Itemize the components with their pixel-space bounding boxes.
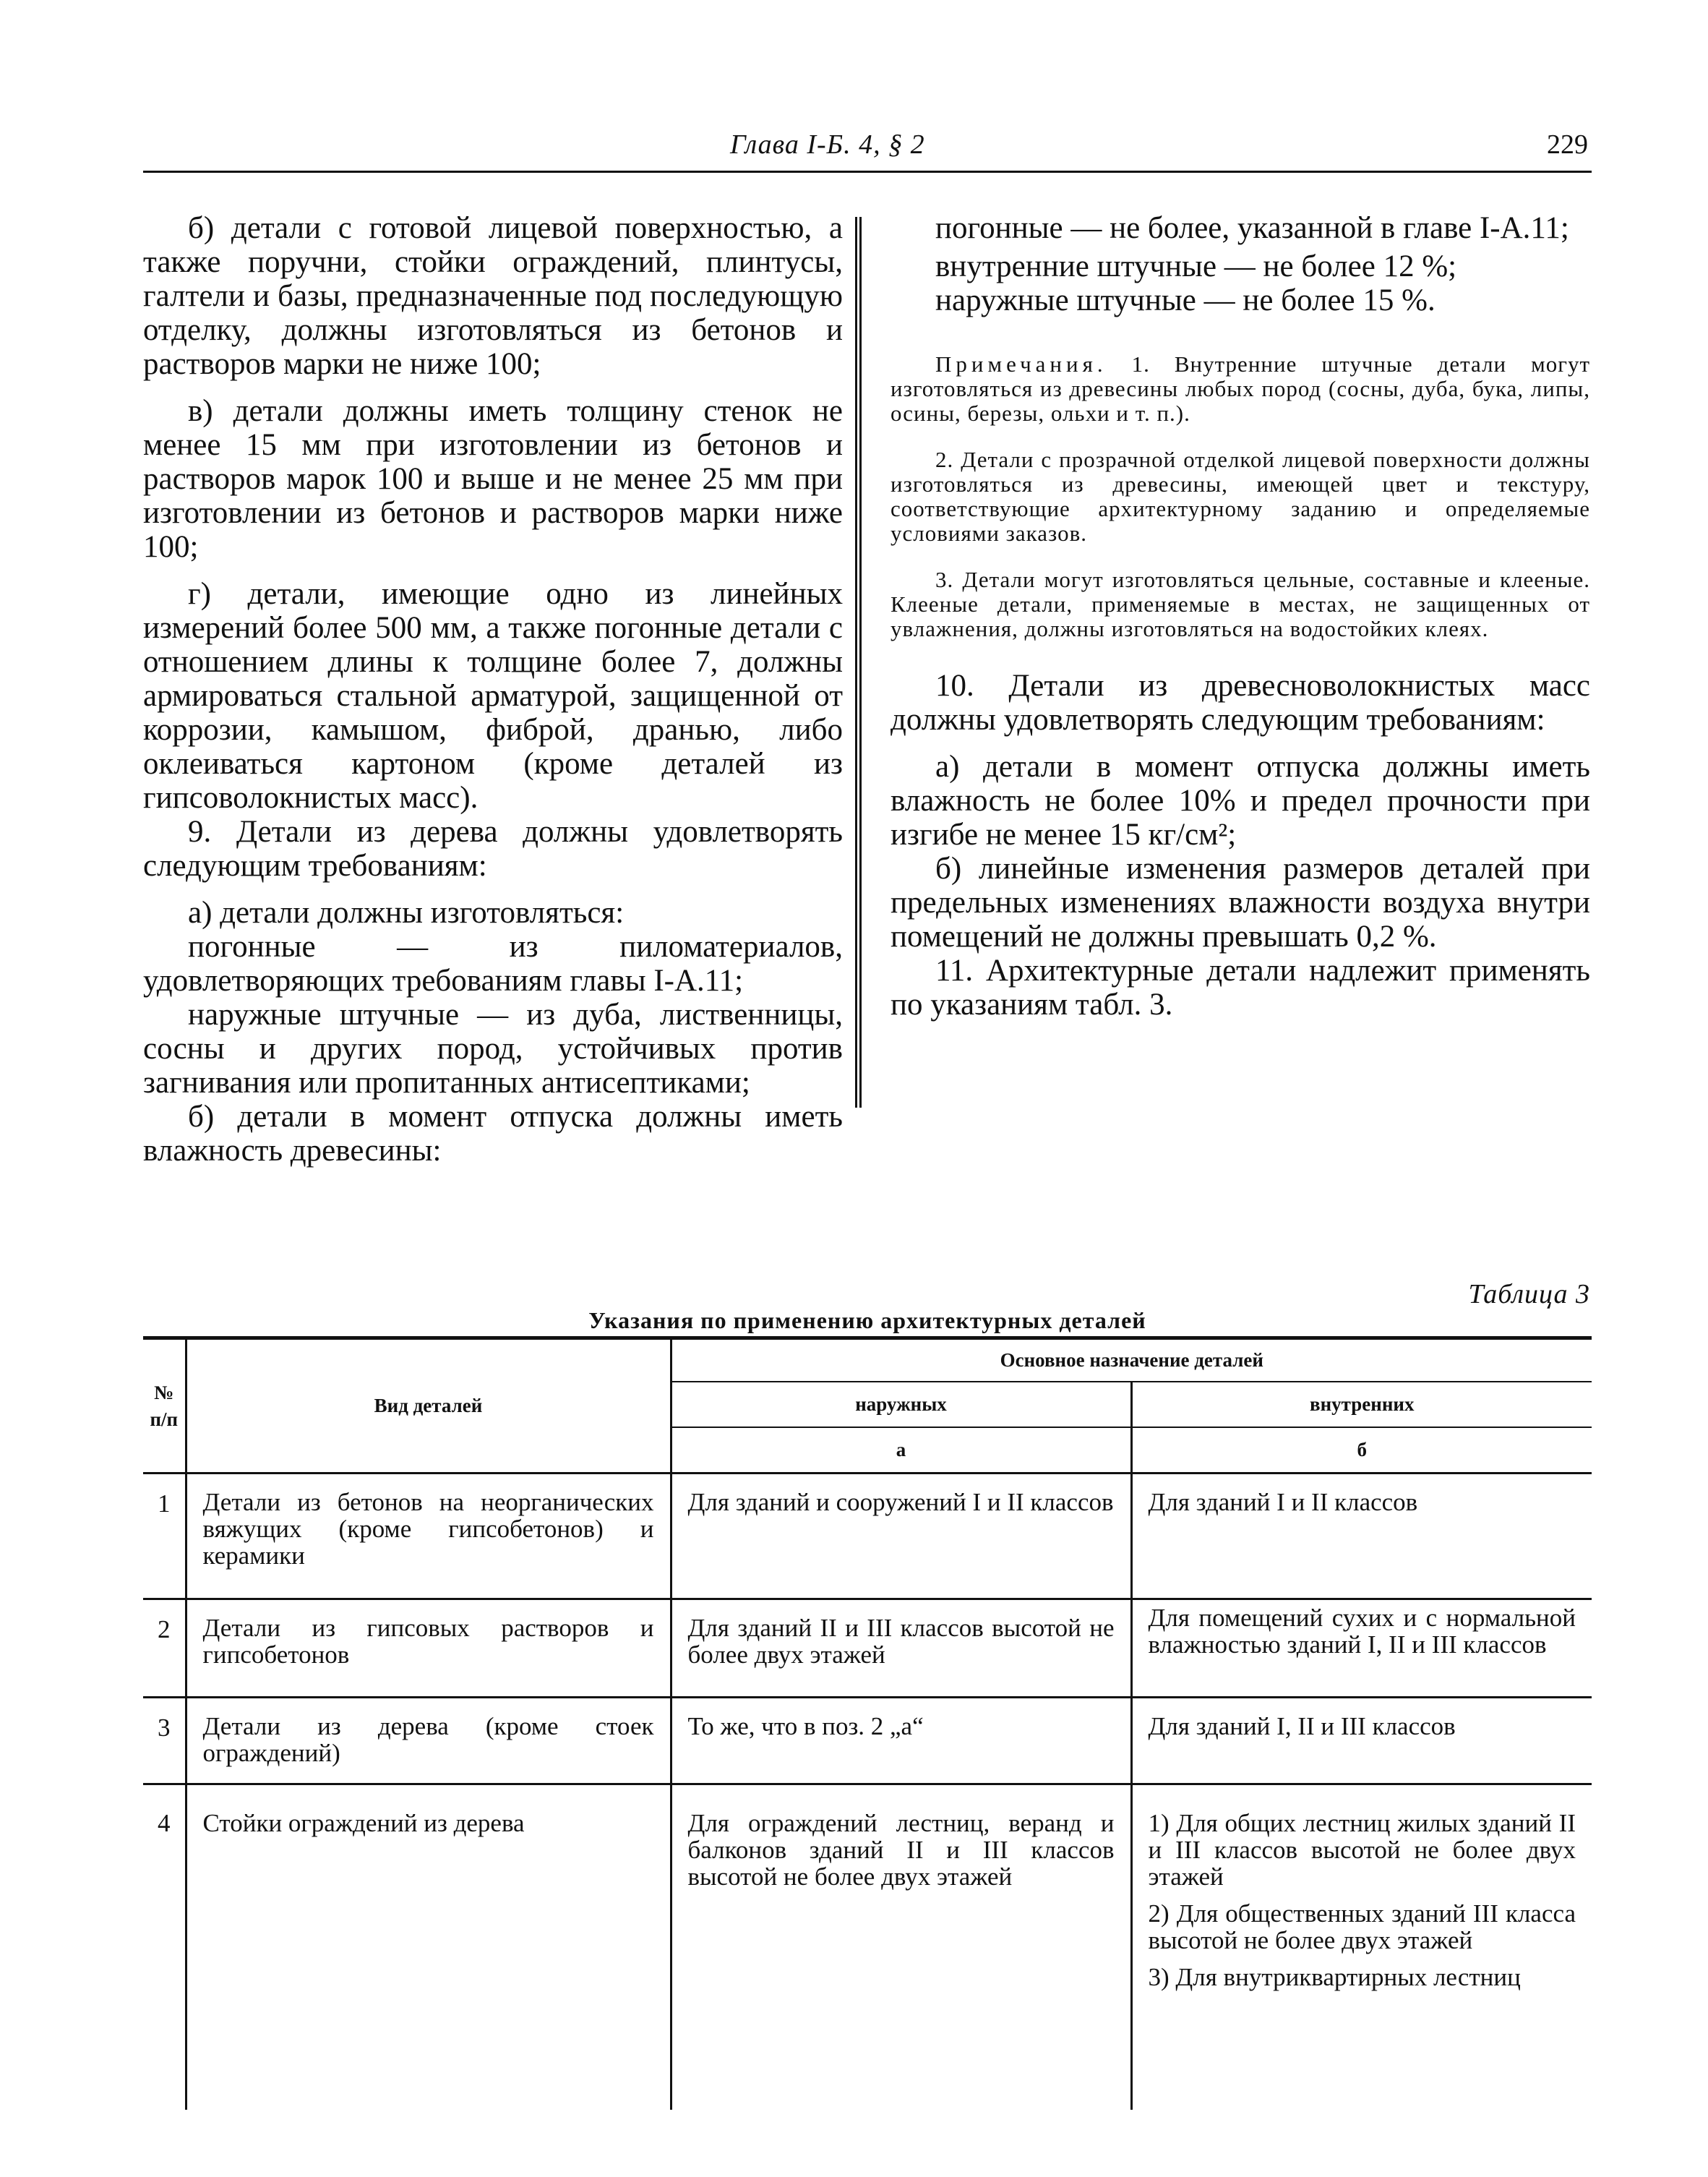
paragraph: а) детали в момент отпуска должны иметь влажность не более 10% и предел прочности при изгибе не менее 15 кг/см²; xyxy=(891,750,1590,852)
architectural-details-table xyxy=(143,1336,1592,2110)
paragraph: 10. Детали из древесноволокнистых масс должны удовлетворять следующим требованиям: xyxy=(891,669,1590,737)
note-text: 1. Внутренние штучные детали могут изготовляться из древесины любых пород (сосны, дуба, бука, липы, осины, березы, ольхи и т. п.). xyxy=(891,351,1591,426)
header-num: № п/п xyxy=(150,1381,179,1430)
header-inner-letter: б xyxy=(1131,1427,1592,1474)
header-inner: внутренних xyxy=(1131,1382,1592,1427)
paragraph: в) детали должны иметь толщину стенок не менее 15 мм при изготовлении из бетонов и растворов марок 100 и выше и не менее 25 мм при изготовлении из бетонов и растворов марки ниже 100; xyxy=(143,394,843,564)
paragraph: 11. Архитектурные детали надлежит применять по указаниям табл. 3. xyxy=(891,954,1590,1022)
paragraph: б) детали в момент отпуска должны иметь влажность древесины: xyxy=(143,1100,843,1168)
paragraph: наружные штучные — не более 15 %. xyxy=(935,283,1436,317)
table-title: Указания по применению архитектурных деталей xyxy=(588,1307,1146,1333)
header-purpose: Основное назначение деталей xyxy=(671,1338,1592,1382)
paragraph: погонные — из пиломатериалов, удовлетворяющих требованиям главы I-А.11; xyxy=(143,930,843,998)
row-inner-text: 3) Для внутриквартирных лестниц xyxy=(1148,1963,1521,1991)
row-type: Детали из бетонов на неорганических вяжущих (кроме гипсобетонов) и керамики xyxy=(186,1474,671,1599)
page-number: 229 xyxy=(1547,129,1588,160)
paragraph: погонные — не более, указанной в главе I-А.11; xyxy=(935,211,1569,245)
row-num: 2 xyxy=(158,1615,171,1643)
paragraph: а) детали должны изготовляться: xyxy=(188,896,625,930)
row-num: 3 xyxy=(158,1714,171,1742)
paragraph: б) детали с готовой лицевой поверхностью, а также поручни, стойки ограждений, плинтусы, галтели и базы, предназначенные под последующую отделку, должны изготовляться из бетонов и растворов марки не ниже 100; xyxy=(143,211,843,381)
column-divider xyxy=(855,217,862,1108)
row-inner xyxy=(1131,1474,1592,1599)
row-num: 4 xyxy=(158,1809,171,1837)
table-row xyxy=(143,1784,1592,2110)
row-inner xyxy=(1131,1698,1592,1784)
table-label: Таблица 3 xyxy=(1468,1279,1590,1309)
paragraph: б) линейные изменения размеров деталей при предельных изменениях влажности воздуха внутри помещений не должны превышать 0,2 %. xyxy=(891,852,1590,954)
paragraph: 9. Детали из дерева должны удовлетворять следующим требованиям: xyxy=(143,815,843,883)
header-outer: наружных xyxy=(671,1382,1131,1427)
row-inner-text: Для помещений сухих и с нормальной влажностью зданий I, II и III классов xyxy=(1148,1604,1576,1659)
row-inner-text: Для зданий I и II классов xyxy=(1148,1488,1418,1516)
row-type: Стойки ограждений из дерева xyxy=(186,1784,671,2110)
row-inner-text: 2) Для общественных зданий III класса высотой не более двух этажей xyxy=(1148,1899,1576,1954)
paragraph: наружные штучные — из дуба, лиственницы, сосны и других пород, устойчивых против загнивания или пропитанных антисептиками; xyxy=(143,998,843,1100)
header-rule xyxy=(143,171,1592,173)
paragraph: г) детали, имеющие одно из линейных измерений более 500 мм, а также погонные детали с отношением длины к толщине более 7, должны армироваться стальной арматурой, защищенной от коррозии, камышом, фиброй, дранью, либо оклеиваться картоном (кроме деталей из гипсоволокнистых масс). xyxy=(143,577,843,815)
row-inner xyxy=(1131,1599,1592,1698)
table-row xyxy=(143,1474,1592,1599)
table-row xyxy=(143,1698,1592,1784)
row-inner-text: Для зданий I, II и III классов xyxy=(1148,1712,1456,1740)
note-text: 2. Детали с прозрачной отделкой лицевой поверхности должны изготовляться из древесины, имеющей цвет и текстуру, соответствующие архитектурному заданию и определяемые условиями заказов. xyxy=(891,447,1590,546)
row-num: 1 xyxy=(158,1489,171,1518)
right-column xyxy=(891,211,1590,1022)
row-outer: То же, что в поз. 2 „а“ xyxy=(671,1698,1131,1784)
notes-label: Примечания. xyxy=(935,351,1107,377)
notes-block xyxy=(891,352,1590,641)
row-outer: Для зданий II и III классов высотой не более двух этажей xyxy=(671,1599,1131,1698)
running-header-title: Глава I-Б. 4, § 2 xyxy=(730,129,925,160)
note-text: 3. Детали могут изготовляться цельные, составные и клееные. Клееные детали, применяемые в местах, не защищенных от увлажнения, должны изготовляться на водостойких клеях. xyxy=(891,567,1590,641)
row-inner-text: 1) Для общих лестниц жилых зданий II и III классов высотой не более двух этажей xyxy=(1148,1809,1576,1891)
row-type: Детали из гипсовых растворов и гипсобетонов xyxy=(186,1599,671,1698)
table-row xyxy=(143,1599,1592,1698)
row-inner xyxy=(1131,1784,1592,2110)
header-type: Вид деталей xyxy=(186,1338,671,1474)
left-column xyxy=(143,211,843,1168)
row-type: Детали из дерева (кроме стоек ограждений) xyxy=(186,1698,671,1784)
row-outer: Для ограждений лестниц, веранд и балконов зданий II и III классов высотой не более двух этажей xyxy=(671,1784,1131,2110)
paragraph: внутренние штучные — не более 12 %; xyxy=(935,249,1457,283)
header-outer-letter: а xyxy=(671,1427,1131,1474)
row-outer: Для зданий и сооружений I и II классов xyxy=(671,1474,1131,1599)
